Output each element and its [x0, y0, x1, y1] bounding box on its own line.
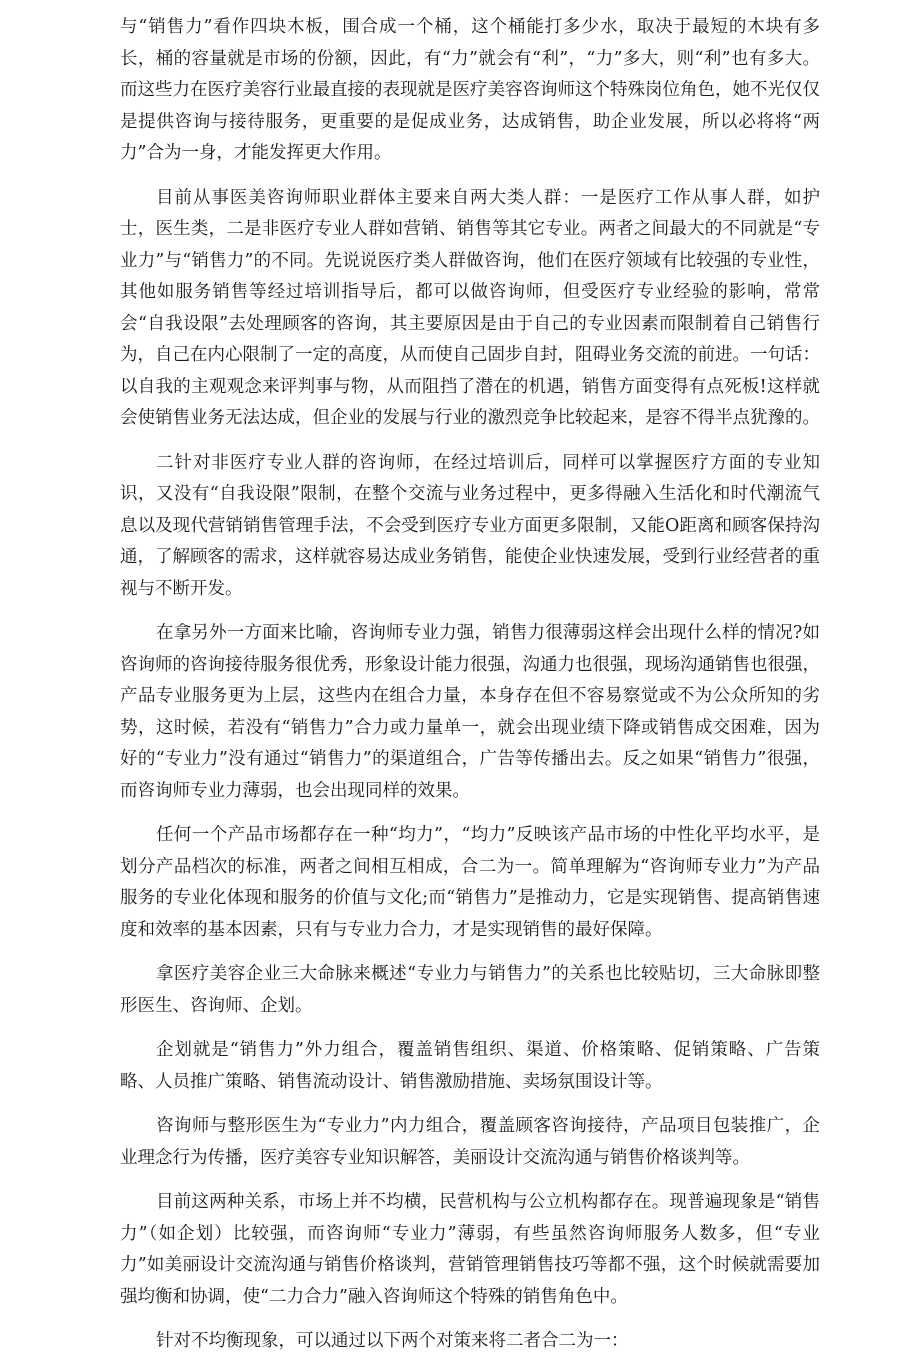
paragraph-4: 在拿另外一方面来比喻，咨询师专业力强，销售力很薄弱这样会出现什么样的情况?如咨询师的咨询接待服务很优秀，形象设计能力很强，沟通力也很强，现场沟通销售也很强，产品专业服务更为上层，这些内在组合力量，本身存在但不容易察觉或不为公众所知的劣势，这时候，若没有“销售力”合力或力量单一，就会出现业绩下降或销售成交困难，因为好的“专业力”没有通过“销售力”的渠道组合，广告等传播出去。反之如果“销售力”很强，而咨询师专业力薄弱，也会出现同样的效果。: [120, 623, 820, 801]
document-page: [120, 12, 820, 1371]
paragraph-6: 拿医疗美容企业三大命脉来概述“专业力与销售力”的关系也比较贴切，三大命脉即整形医生、咨询师、企划。: [120, 964, 820, 1016]
paragraph-3: 二针对非医疗专业人群的咨询师，在经过培训后，同样可以掌握医疗方面的专业知识，又没有“自我设限”限制，在整个交流与业务过程中，更多得融入生活化和时代潮流气息以及现代营销销售管理手法，不会受到医疗专业方面更多限制，又能O距离和顾客保持沟通，了解顾客的需求，这样就容易达成业务销售，能使企业快速发展，受到行业经营者的重视与不断开发。: [120, 452, 820, 599]
paragraph-2: 目前从事医美咨询师职业群体主要来自两大类人群：一是医疗工作从事人群，如护士，医生类，二是非医疗专业人群如营销、销售等其它专业。两者之间最大的不同就是“专业力”与“销售力”的不同。先说说医疗类人群做咨询，他们在医疗领域有比较强的专业性，其他如服务销售等经过培训指导后，都可以做咨询师，但受医疗专业经验的影响，常常会“自我设限”去处理顾客的咨询，其主要原因是由于自己的专业因素而限制着自己销售行为，自己在内心限制了一定的高度，从而使自己固步自封，阻碍业务交流的前进。一句话：以自我的主观观念来评判事与物，从而阻挡了潜在的机遇，销售方面变得有点死板!这样就会使销售业务无法达成，但企业的发展与行业的激烈竞争比较起来，是容不得半点犹豫的。: [120, 187, 820, 428]
paragraph-9: 目前这两种关系，市场上并不均横，民营机构与公立机构都存在。现普遍现象是“销售力”（如企划）比较强，而咨询师“专业力”薄弱，有些虽然咨询师服务人数多，但“专业力”如美丽设计交流沟通与销售价格谈判，营销管理销售技巧等都不强，这个时候就需要加强均衡和协调，使“二力合力”融入咨询师这个特殊的销售角色中。: [120, 1192, 820, 1307]
paragraph-7: 企划就是“销售力”外力组合，覆盖销售组织、渠道、价格策略、促销策略、广告策略、人员推广策略、销售流动设计、销售激励措施、卖场氛围设计等。: [120, 1040, 820, 1092]
paragraph-10: 针对不均衡现象，可以通过以下两个对策来将二者合二为一：: [156, 1331, 629, 1351]
paragraph-5: 任何一个产品市场都存在一种“均力”，“均力”反映该产品市场的中性化平均水平，是划分产品档次的标准，两者之间相互相成，合二为一。简单理解为“咨询师专业力”为产品服务的专业化体现和服务的价值与文化;而“销售力”是推动力，它是实现销售、提高销售速度和效率的基本因素，只有与专业力合力，才是实现销售的最好保障。: [120, 825, 820, 940]
paragraph-1: 与“销售力”看作四块木板，围合成一个桶，这个桶能打多少水，取决于最短的木块有多长，桶的容量就是市场的份额，因此，有“力”就会有“利”，“力”多大，则“利”也有多大。而这些力在医疗美容行业最直接的表现就是医疗美容咨询师这个特殊岗位角色，她不光仅仅是提供咨询与接待服务，更重要的是促成业务，达成销售，助企业发展，所以必将将“两力”合为一身，才能发挥更大作用。: [120, 17, 820, 163]
paragraph-8: 咨询师与整形医生为“专业力”内力组合，覆盖顾客咨询接待，产品项目包装推广，企业理念行为传播，医疗美容专业知识解答，美丽设计交流沟通与销售价格谈判等。: [120, 1116, 820, 1168]
